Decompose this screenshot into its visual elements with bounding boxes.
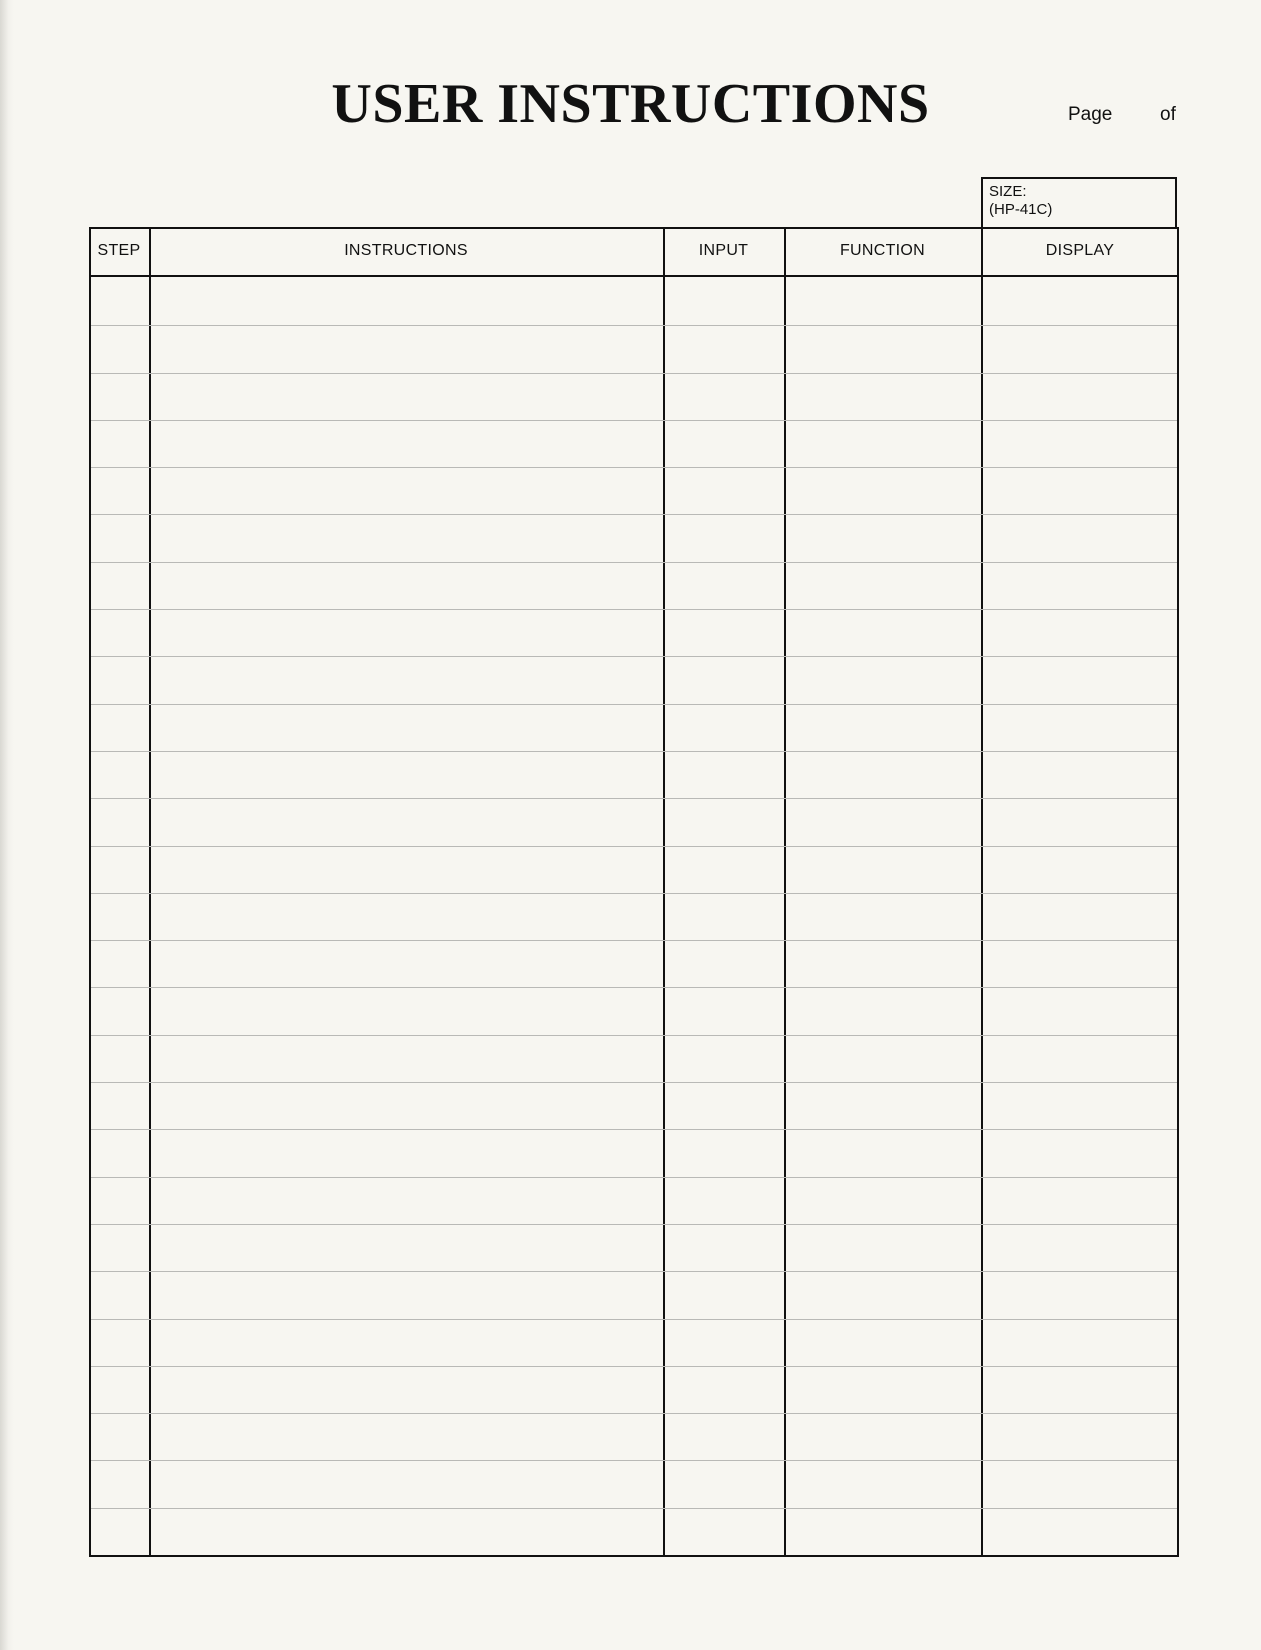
header-step: STEP [97, 242, 141, 259]
header-divider [89, 275, 1179, 277]
row-rule [91, 1224, 1177, 1225]
row-rule [91, 1035, 1177, 1036]
row-rule [91, 893, 1177, 894]
row-rule [91, 1508, 1177, 1509]
row-rule [91, 325, 1177, 326]
row-rule [91, 751, 1177, 752]
table-header-row [89, 227, 1179, 277]
page-total-label: of [1160, 104, 1176, 125]
header-input: INPUT [698, 242, 749, 259]
row-rule [91, 467, 1177, 468]
row-rule [91, 373, 1177, 374]
table-body [91, 278, 1177, 1555]
page-title: USER INSTRUCTIONS [331, 73, 930, 135]
row-rule [91, 1413, 1177, 1414]
row-rule [91, 1366, 1177, 1367]
row-rule [91, 1319, 1177, 1320]
row-rule [91, 1082, 1177, 1083]
row-rule [91, 704, 1177, 705]
row-rule [91, 656, 1177, 657]
row-rule [91, 846, 1177, 847]
size-label: SIZE: [989, 183, 1027, 200]
row-rule [91, 562, 1177, 563]
row-rule [91, 1129, 1177, 1130]
row-rule [91, 1271, 1177, 1272]
page-edge-shadow [0, 0, 14, 1650]
row-rule [91, 1460, 1177, 1461]
row-rule [91, 987, 1177, 988]
calculator-model: (HP-41C) [989, 201, 1053, 218]
page-number-label: Page [1068, 104, 1113, 125]
row-rule [91, 798, 1177, 799]
row-rule [91, 1177, 1177, 1178]
header-function: FUNCTION [839, 242, 926, 259]
header-display: DISPLAY [1045, 242, 1115, 259]
row-rule [91, 420, 1177, 421]
row-rule [91, 514, 1177, 515]
row-rule [91, 609, 1177, 610]
row-rule [91, 940, 1177, 941]
header-instructions: INSTRUCTIONS [344, 242, 468, 259]
size-box [981, 177, 1177, 227]
